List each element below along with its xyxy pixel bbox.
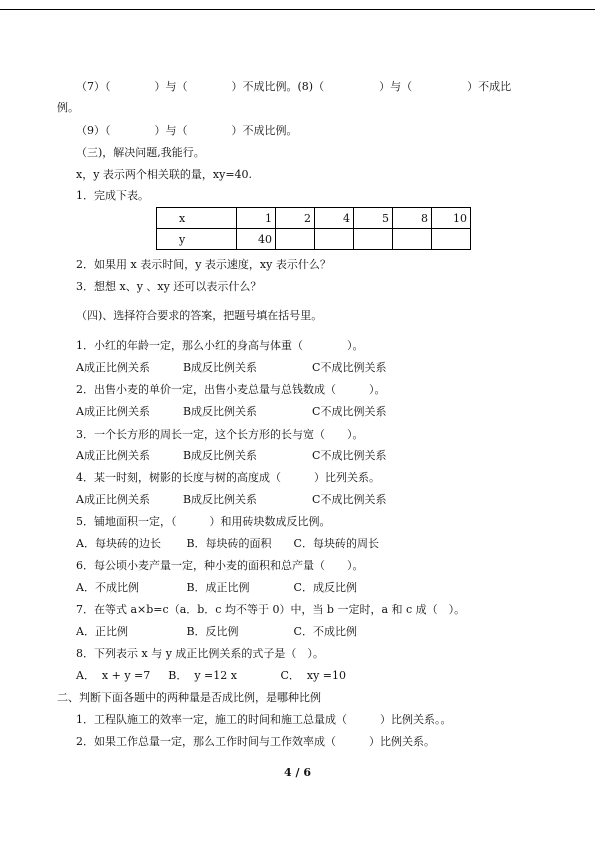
table-cell: x: [157, 208, 237, 229]
table-cell: [315, 229, 354, 250]
question-3: 3．想想 x、y 、xy 还可以表示什么？: [76, 280, 262, 293]
section-3-heading: （三)，解决问题,我能行。: [76, 146, 205, 159]
item-9: （9）（ ）与（ ）不成比例。: [76, 124, 298, 137]
table-cell: [354, 229, 393, 250]
header-rule: [0, 9, 595, 10]
table-cell: 10: [432, 208, 471, 229]
choice-question-5: 5．铺地面积一定，（ ）和用砖块数成反比例。: [76, 515, 331, 528]
choice-options-3: A成正比例关系 B成反比例关系 C不成比例关系: [76, 449, 387, 462]
table-cell: 40: [237, 229, 276, 250]
question-2: 2．如果用 x 表示时间，y 表示速度，xy 表示什么？: [76, 258, 331, 271]
choice-question-2: 2．出售小麦的单价一定，出售小麦总量与总钱数成（ ）。: [76, 383, 386, 396]
table-cell: 8: [393, 208, 432, 229]
item-7-8: （7）（ ）与（ ）不成比例。(8)（ ）与（ ）不成比: [76, 80, 512, 93]
judge-question-1: 1．工程队施工的效率一定，施工的时间和施工总量成（ ）比例关系。。: [76, 713, 452, 726]
table-cell: [276, 229, 315, 250]
choice-options-8: A． x + y =7 B． y =12 x C． xy =10: [76, 669, 346, 682]
table-cell: 1: [237, 208, 276, 229]
choice-question-1: 1．小红的年龄一定，那么小红的身高与体重（ ）。: [76, 339, 364, 352]
table-cell: 5: [354, 208, 393, 229]
section-2-heading: 二、判断下面各题中的两种量是否成比例，是哪种比例: [57, 691, 321, 704]
question-1: 1．完成下表。: [76, 189, 149, 202]
choice-options-2: A成正比例关系 B成反比例关系 C不成比例关系: [76, 405, 387, 418]
choice-question-6: 6．每公顷小麦产量一定，种小麦的面积和总产量（ ）。: [76, 559, 364, 572]
choice-question-8: 8．下列表示 x 与 y 成正比例关系的式子是（ ）。: [76, 647, 324, 660]
table-cell: y: [157, 229, 237, 250]
table-cell: [432, 229, 471, 250]
choice-options-1: A成正比例关系 B成反比例关系 C不成比例关系: [76, 361, 387, 374]
choice-question-7: 7．在等式 a×b=c（a．b．c 均不等于 0）中，当 b 一定时，a 和 c 成（ ）。: [76, 603, 466, 616]
choice-options-5: A．每块砖的边长 B．每块砖的面积 C．每块砖的周长: [76, 537, 379, 550]
table-cell: 2: [276, 208, 315, 229]
table-cell: 4: [315, 208, 354, 229]
choice-options-4: A成正比例关系 B成反比例关系 C不成比例关系: [76, 493, 387, 506]
xy-table: [156, 207, 471, 250]
xy-statement: x，y 表示两个相关联的量，xy=40.: [76, 168, 253, 181]
choice-question-4: 4．某一时刻，树影的长度与树的高度成（ ）比列关系。: [76, 471, 380, 484]
table-row: [157, 208, 471, 229]
item-8-cont: 例。: [57, 101, 79, 114]
choice-options-7: A．正比例 B．反比例 C．不成比例: [76, 625, 357, 638]
choice-options-6: A．不成比例 B．成正比例 C．成反比例: [76, 581, 357, 594]
table-cell: [393, 229, 432, 250]
section-4-heading: （四)、选择符合要求的答案，把题号填在括号里。: [76, 309, 323, 322]
table-row: [157, 229, 471, 250]
judge-question-2: 2．如果工作总量一定，那么工作时间与工作效率成（ ）比例关系。: [76, 735, 435, 748]
choice-question-3: 3．一个长方形的周长一定，这个长方形的长与宽（ ）。: [76, 428, 364, 441]
page-number: 4 / 6: [284, 766, 311, 779]
